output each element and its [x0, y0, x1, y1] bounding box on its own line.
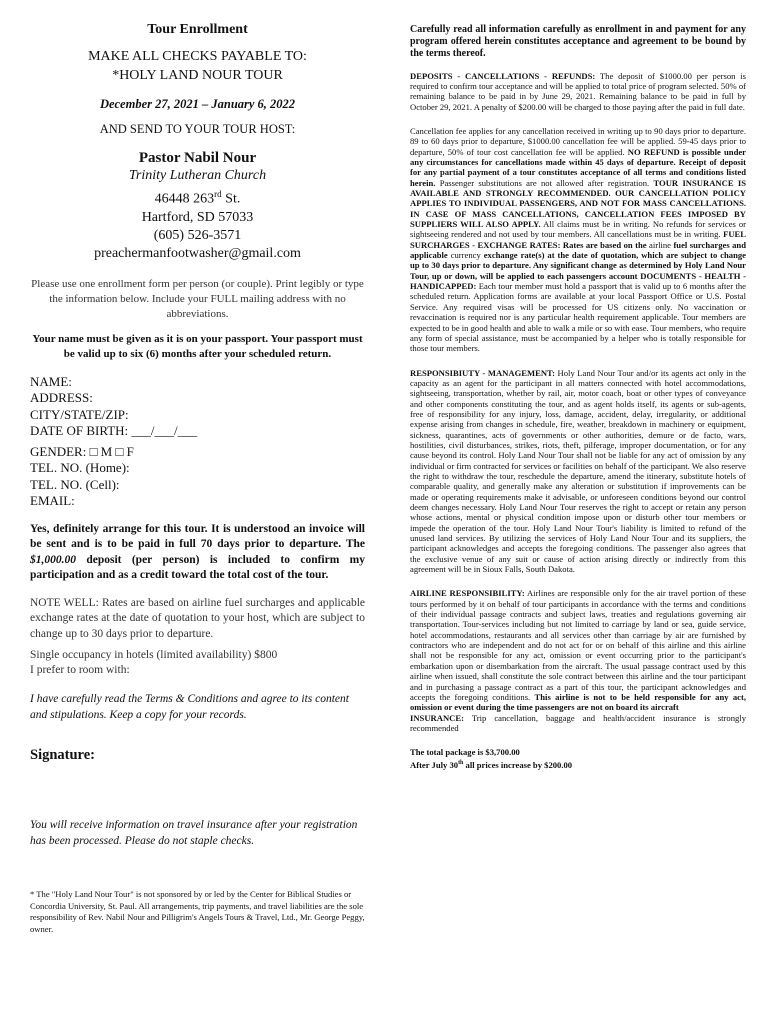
- deposit-amount: $1,000.00: [30, 553, 76, 566]
- personal-fields: [30, 374, 365, 510]
- total-package: The total package is $3,700.00 After July 30th all prices increase by $200.00: [410, 747, 573, 770]
- city-state-zip-field[interactable]: CITY/STATE/ZIP:: [30, 406, 129, 422]
- tel-home-field[interactable]: TEL. NO. (Home):: [30, 460, 130, 476]
- host-email: preachermanfootwasher@gmail.com: [94, 245, 301, 261]
- email-field[interactable]: EMAIL:: [30, 493, 75, 509]
- host-name: Pastor Nabil Nour: [138, 150, 257, 166]
- address-field[interactable]: ADDRESS:: [30, 390, 93, 406]
- host-phone: (605) 526-3571: [153, 227, 242, 243]
- insurance-note: You will receive information on travel insurance after your registration has been processed. Please do not staple checks.: [30, 819, 358, 847]
- terms-intro: Carefully read all information carefully as enrollment in and payment for any program offered herein constitutes acceptance and agreement to be bound by the terms thereof.: [410, 24, 746, 60]
- signature-field[interactable]: Signature:: [30, 747, 95, 764]
- enrollment-form-column: [30, 22, 365, 935]
- host-city: Hartford, SD 57033: [141, 209, 254, 225]
- deposits-section: DEPOSITS - CANCELLATIONS - REFUNDS: The deposit of $1000.00 per person is required to confirm tour acceptance and will be applied to total price of program selected. 50% of remaining balance to be paid in by June 29, 2021. Remaining balance to be paid in full by October 29, 2021. A penalty of $200.00 will be charged to those paying after the paid in full date.: [410, 70, 746, 112]
- airline-section: AIRLINE RESPONSIBILITY: Airlines are responsible only for the air travel portion of these tours performed by it on behalf of tour participants in accordance with the terms and conditions of their individual passage contracts and subject laws, treaties and regulations governing air transportation. Tour-services including but not limited to carriage by land or sea, guide service, hotel accommodations, restaurants and all services other than carriage by air are furnished by contractors who are independent and do not act for or on behalf of this airline and this airline shall not be responsible for any act, omission or event occurring prior to the participant's embarkation upon or disembarkation from the aircraft. The usual passage contract used by this airline when issued, shall constitute the sole contract between this airline and the tour participant and in purchasing a passage contract as a part of this tour, the participant acknowledges and accepts the foregoing conditions. This airline is not to be held responsible for any act, omission or event during the time passengers are not on board its aircraft INSURANCE: Trip cancellation, baggage and health/accident insurance is strongly recommended: [410, 588, 747, 733]
- room-with-field[interactable]: I prefer to room with:: [30, 664, 130, 677]
- single-occupancy: Single occupancy in hotels (limited availability) $800: [30, 649, 278, 662]
- name-field[interactable]: NAME:: [30, 373, 72, 389]
- send-to-host: AND SEND TO YOUR TOUR HOST:: [99, 122, 296, 136]
- payable-to: *HOLY LAND NOUR TOUR: [112, 68, 283, 83]
- terms-agreement: I have carefully read the Terms & Conditions and agree to its content and stipulations. Keep a copy for your records.: [30, 693, 349, 721]
- host-church: Trinity Lutheran Church: [128, 168, 267, 183]
- responsibility-section: RESPONSIBIUTY - MANAGEMENT: Holy Land Nour Tour and/or its agents act only in the capacity as an agent for the participant in all matters connected with hotel accommodations, sightseeing, transportation, whether by rail, air, motor coach, boat or other types of conveyance and other components constituting the tour, and as agent holds itself, its agents or sub-agents, free of responsibility for any injury, loss, damage, accident, delay, irregularity, or additional expense arising from changes in schedule, fire, weather, breakdown in machinery or equipment, sickness, quarantines, acts of governments or other authorities, demure or de facto, wars, hostilities, civil disturbances, strikes, riots, theft, pilferage, improper documentation, or for any cause beyond its control. Holy Land Nour Tour shall not be liable for any act of omission by any individual or firm contracted for services or facilities on behalf of the participant. We also reserve the right to withdraw the tour, reschedule the departure, amend the itinerary, substitute hotels of comparable quality, and generally make any alteration or substitution if improvements can be made or operating requirements make it advisable, or unforeseen conditions beyond our control deem changes necessary. Holy Land Nour Tour reserves the right to accept or retain any person whose actions, mental or physical condition impose upon or disturb other tour members or impede the operation of the tour. Holy Land Nour Tour's liability is limited to refund of the unused land services. By utilizing the services of Holy Land Nour Tour and its suppliers, the participant acknowledges and accepts the foregoing conditions. The passenger also agrees that the exclusive venue of any suit or cause of action arising directly or indirectly from this agreement will be in Sioux Falls, South Dakota.: [410, 367, 746, 575]
- host-street: 46448 263rd St.: [154, 189, 241, 207]
- room-preferences: [30, 648, 365, 678]
- use-form-note: Please use one enrollment form per person (or couple). Print legibly or type the information below. Include your FULL mailing address with no abbreviations.: [31, 277, 364, 320]
- terms-column: [410, 24, 746, 770]
- sponsor-footnote: * The "Holy Land Nour Tour" is not sponsored by or led by the Center for Biblical Studies or Concordia University, St. Paul. All arrangements, trip payments, and travel liabilities are the sole responsibility of Rev. Nabil Nour and Pilligrim's Angels Tours & Travel, Ltd., Mr. George Peggy, owner.: [30, 889, 365, 934]
- arrange-tour-statement: Yes, definitely arrange for this tour. It is understood an invoice will be sent and is to be paid in full 70 days prior to departure. The $1,000.00 deposit (per person) is included to confirm my participation and as a credit toward the total cost of the tour.: [30, 522, 365, 582]
- payable-line: MAKE ALL CHECKS PAYABLE TO:: [88, 49, 307, 64]
- note-well: NOTE WELL: Rates are based on airline fuel surcharges and applicable exchange rates at the date of quotation to your host, which are subject to change up to 30 days prior to departure.: [30, 596, 365, 640]
- cancellation-section: Cancellation fee applies for any cancellation received in writing up to 90 days prior to departure. 89 to 60 days prior to departure, $1000.00 cancellation fee will be applied. 59-45 days prior to departure, 50% of tour cost cancellation fee will be applied. NO REFUND is possible under any circumstances for cancellations made within 45 days of departure. Receipt of deposit for any partial payment of a tour constitutes acceptance of all terms and conditions listed herein. Passenger substitutions are not allowed after registration. TOUR INSURANCE IS AVAILABLE AND STRONGLY RECOMMENDED. OUR CANCELLATION POLICY APPLIES TO INDIVIDUAL PASSENGERS, AND NOT FOR MASS CANCELLATIONS. IN CASE OF MASS CANCELLATIONS, CANCELLATION FEES IMPOSED BY SUPPLIERS WILL ALSO APPLY. All claims must be in writing. No refunds for services or sightseeing rendered and not used by tour members. All cancellations must be in writing. FUEL SURCHARGES - EXCHANGE RATES: Rates are based on the airline fuel surcharges and applicable currency exchange rate(s) at the date of quotation, which are subject to change up to 30 days prior to departure. Any significant change as determined by Holy Land Nour Tour, up or down, will be applied to each passengers account DOCUMENTS - HEALTH - HANDICAPPED: Each tour member must hold a passport that is valid up to 6 months after the scheduled return. Application forms are available at your local Passport Office or U.S. Postal Service. Any required visas will be processed for US citizens only. No vaccination or revaccination is required nor is any particular health requirement applicable. Tour members are expected to be in good health and able to walk a mile or so with ease. Tour members, who require any form of special assistance, must be accompanied by a helper who is totally responsible for those tour members.: [410, 125, 746, 354]
- passport-note: Your name must be given as it is on your passport. Your passport must be valid up to six (6) months after your scheduled return.: [32, 332, 363, 360]
- tour-dates: December 27, 2021 – January 6, 2022: [99, 97, 296, 111]
- host-address-block: [30, 149, 365, 263]
- form-title: Tour Enrollment: [147, 22, 248, 37]
- dob-field[interactable]: DATE OF BIRTH: ___/___/___: [30, 423, 198, 439]
- gender-field[interactable]: GENDER: □ M □ F: [30, 443, 134, 459]
- tel-cell-field[interactable]: TEL. NO. (Cell):: [30, 476, 120, 492]
